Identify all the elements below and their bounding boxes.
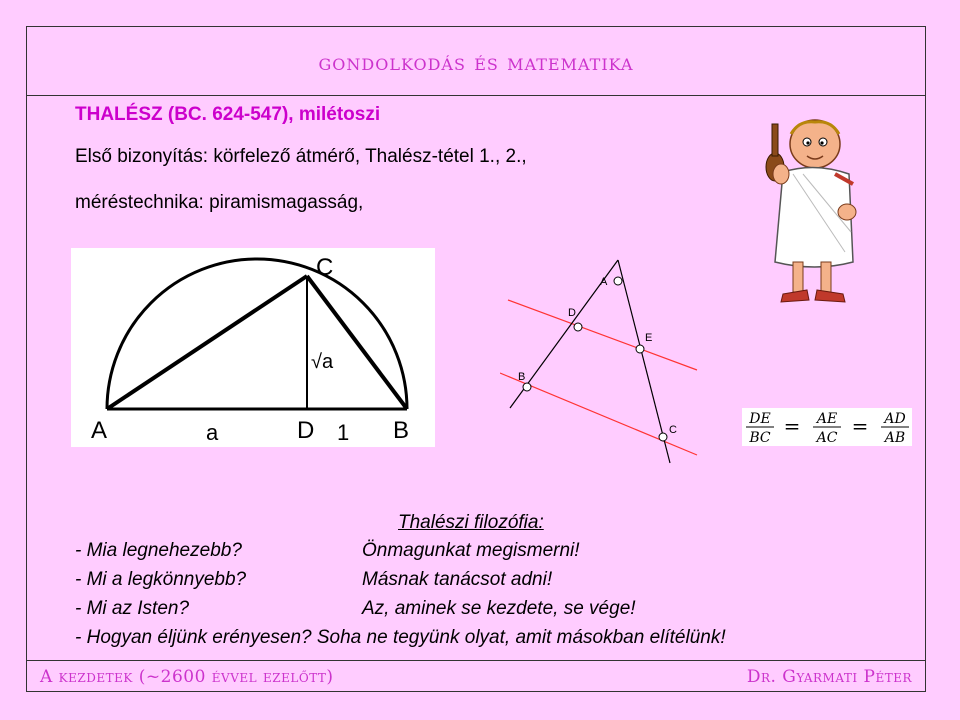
point-c-label: C bbox=[316, 254, 334, 281]
f1-numerator: DE bbox=[749, 411, 771, 427]
qa-row bbox=[75, 627, 726, 649]
header-divider bbox=[26, 95, 926, 96]
footer-divider bbox=[26, 660, 926, 661]
qa-row bbox=[75, 540, 580, 562]
segment-one-label: 1 bbox=[337, 420, 350, 445]
ratio-formula bbox=[742, 408, 912, 446]
f2-numerator: AE bbox=[816, 411, 838, 427]
eq-sign-2: = bbox=[851, 414, 869, 438]
answer: Az, aminek se kezdete, se vége! bbox=[362, 598, 636, 619]
first-proof-line: Első bizonyítás: körfelező átmérő, Thalész-tétel 1., 2., bbox=[75, 146, 527, 167]
footer-right-text: Dr. Gyarmati Péter bbox=[746, 667, 912, 687]
slide-title: gondolkodás és matematika bbox=[318, 50, 634, 76]
semicircle-figure bbox=[71, 248, 435, 447]
point-d-label: D bbox=[297, 417, 315, 444]
measurement-line: méréstechnika: piramismagasság, bbox=[75, 192, 364, 213]
footer-left-text: A kezdetek (~2600 évvel ezelőtt) bbox=[40, 667, 334, 687]
label-c: C bbox=[669, 424, 677, 436]
thales-heading: THALÉSZ (BC. 624-547), milétoszi bbox=[75, 104, 381, 125]
toga-man-icon bbox=[753, 112, 863, 307]
question: - Mia legnehezebb? bbox=[75, 540, 242, 561]
answer: Soha ne tegyünk olyat, amit másokban elítélünk! bbox=[316, 627, 726, 648]
qa-row bbox=[75, 598, 636, 620]
eq-sign-1: = bbox=[783, 414, 801, 438]
f1-denominator: BC bbox=[749, 430, 771, 446]
label-a: A bbox=[600, 276, 608, 288]
label-e: E bbox=[645, 332, 653, 344]
qa-row bbox=[75, 569, 552, 591]
segment-a-label: a bbox=[206, 420, 219, 445]
label-d: D bbox=[568, 307, 576, 319]
label-b: B bbox=[518, 371, 526, 383]
f2-denominator: AC bbox=[816, 430, 838, 446]
answer: Önmagunkat megismerni! bbox=[362, 540, 580, 561]
f3-numerator: AD bbox=[884, 411, 906, 427]
point-b-label: B bbox=[393, 417, 410, 444]
f3-denominator: AB bbox=[884, 430, 906, 446]
intercept-theorem-figure bbox=[500, 255, 705, 465]
answer: Másnak tanácsot adni! bbox=[362, 569, 553, 590]
question: - Mi az Isten? bbox=[75, 598, 190, 619]
question: - Hogyan éljünk erényesen? bbox=[75, 627, 312, 648]
point-a-label: A bbox=[91, 417, 108, 444]
sqrt-a-label: √a bbox=[311, 351, 334, 373]
philosophy-title: Thalészi filozófia: bbox=[398, 512, 544, 533]
question: - Mi a legkönnyebb? bbox=[75, 569, 247, 590]
